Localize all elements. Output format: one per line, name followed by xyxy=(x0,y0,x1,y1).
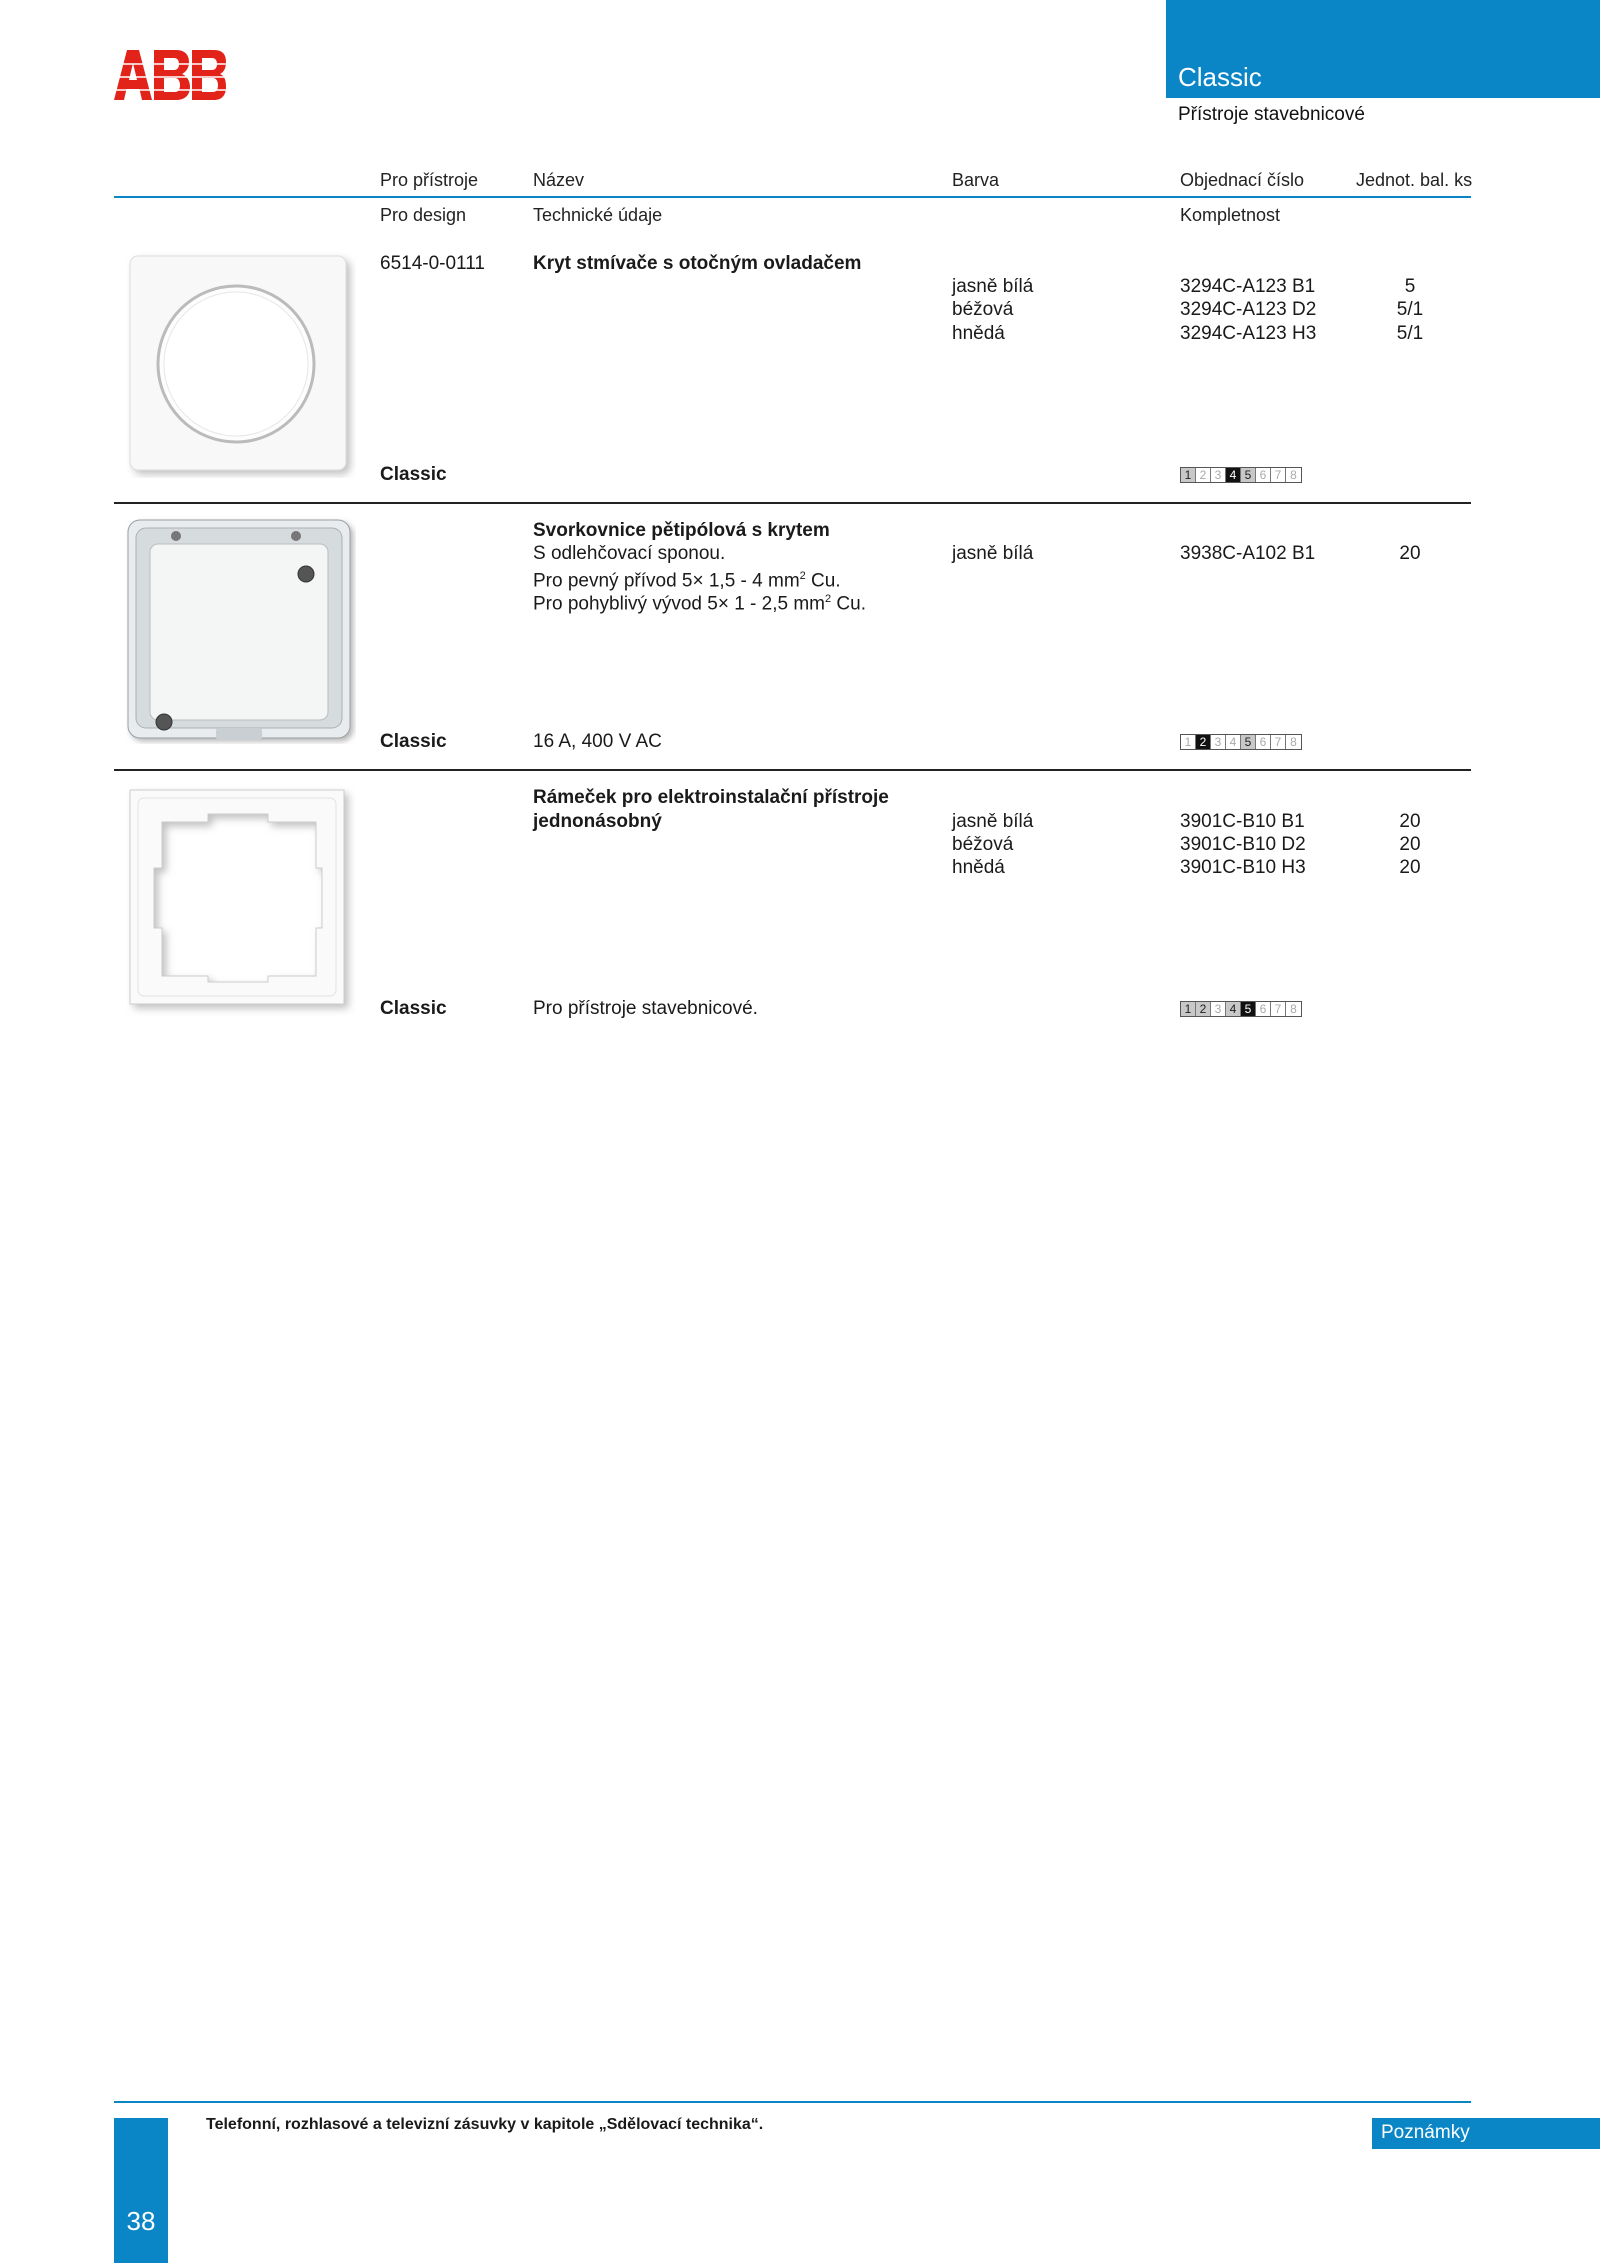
completeness-cell: 4 xyxy=(1226,468,1241,482)
completeness-cell: 5 xyxy=(1241,468,1256,482)
completeness-cell: 2 xyxy=(1196,1002,1211,1016)
abb-logo xyxy=(114,50,226,100)
variant-color: jasně bílá xyxy=(952,276,1034,297)
variant-color: hnědá xyxy=(952,857,1005,878)
completeness-cell: 1 xyxy=(1181,735,1196,749)
dimmer-cover-icon xyxy=(126,252,356,478)
section-tag-label: Poznámky xyxy=(1381,2122,1470,2143)
completeness-cell: 5 xyxy=(1241,1002,1256,1016)
col-color: Barva xyxy=(952,170,1000,190)
design-label: Classic xyxy=(380,998,447,1019)
product-name: Rámeček pro elektroinstalační přístroje xyxy=(533,787,889,808)
tech-data: 16 A, 400 V AC xyxy=(533,731,662,752)
product-description: Pro pohyblivý vývod 5× 1 - 2,5 $mm^2$ Cu. xyxy=(533,593,866,615)
variant-order-number: 3294C-A123 H3 xyxy=(1180,323,1317,344)
completeness-cell: 3 xyxy=(1211,735,1226,749)
col-tech-data: Technické údaje xyxy=(533,205,663,225)
col-device: Pro přístroje xyxy=(380,170,479,190)
header-subtitle: Přístroje stavebnicové xyxy=(1178,104,1365,125)
completeness-cell: 5 xyxy=(1241,735,1256,749)
completeness-cell: 7 xyxy=(1271,735,1286,749)
completeness-cell: 7 xyxy=(1271,468,1286,482)
single-frame-icon xyxy=(126,786,356,1016)
col-completeness: Kompletnost xyxy=(1180,205,1281,225)
footer-note: Telefonní, rozhlasové a televizní zásuvky v kapitole „Sdělovací technika“. xyxy=(206,2116,764,2133)
variant-order-number: 3901C-B10 D2 xyxy=(1180,834,1306,855)
terminal-block-icon xyxy=(126,514,356,744)
col-pack-size: Jednot. bal. ks xyxy=(1356,170,1473,190)
header-title: Classic xyxy=(1178,62,1262,92)
completeness-cell: 1 xyxy=(1181,1002,1196,1016)
design-label: Classic xyxy=(380,731,447,752)
tech-data: Pro přístroje stavebnicové. xyxy=(533,998,758,1019)
variant-pack: 5/1 xyxy=(1396,323,1424,344)
variant-color: béžová xyxy=(952,299,1014,320)
completeness-cell: 6 xyxy=(1256,468,1271,482)
page-number-bar xyxy=(114,2118,168,2263)
completeness-cell: 4 xyxy=(1226,735,1241,749)
variant-order-number: 3938C-A102 B1 xyxy=(1180,543,1316,564)
completeness-cell: 3 xyxy=(1211,468,1226,482)
footer-rule xyxy=(114,2101,1471,2103)
completeness-scale xyxy=(1180,1001,1302,1017)
variant-color: hnědá xyxy=(952,323,1005,344)
header-rule xyxy=(114,196,1471,198)
variant-pack: 5 xyxy=(1404,276,1416,297)
row-divider xyxy=(114,502,1471,504)
product-name: Kryt stmívače s otočným ovladačem xyxy=(533,253,862,274)
variant-color: jasně bílá xyxy=(952,811,1034,832)
completeness-cell: 1 xyxy=(1181,468,1196,482)
variant-pack: 20 xyxy=(1399,834,1421,855)
variant-pack: 20 xyxy=(1399,811,1421,832)
product-name: jednonásobný xyxy=(533,811,662,832)
completeness-cell: 2 xyxy=(1196,468,1211,482)
variant-pack: 20 xyxy=(1399,543,1421,564)
completeness-cell: 8 xyxy=(1286,735,1301,749)
completeness-cell: 2 xyxy=(1196,735,1211,749)
page-number: 38 xyxy=(126,2206,156,2236)
variant-order-number: 3294C-A123 B1 xyxy=(1180,276,1316,297)
variant-order-number: 3901C-B10 H3 xyxy=(1180,857,1306,878)
completeness-cell: 8 xyxy=(1286,468,1301,482)
product-description: Pro pevný přívod 5× 1,5 - 4 $mm^2$ Cu. xyxy=(533,570,841,592)
completeness-scale xyxy=(1180,734,1302,750)
completeness-cell: 6 xyxy=(1256,735,1271,749)
completeness-cell: 6 xyxy=(1256,1002,1271,1016)
device-code: 6514-0-0111 xyxy=(380,253,485,274)
col-design: Pro design xyxy=(380,205,467,225)
product-description: S odlehčovací sponou. xyxy=(533,543,726,564)
variant-color: jasně bílá xyxy=(952,543,1034,564)
design-label: Classic xyxy=(380,464,447,485)
product-name: Svorkovnice pětipólová s krytem xyxy=(533,520,830,541)
variant-order-number: 3901C-B10 B1 xyxy=(1180,811,1305,832)
variant-pack: 20 xyxy=(1399,857,1421,878)
completeness-cell: 8 xyxy=(1286,1002,1301,1016)
row-divider xyxy=(114,769,1471,771)
completeness-scale xyxy=(1180,467,1302,483)
completeness-cell: 7 xyxy=(1271,1002,1286,1016)
col-order-number: Objednací číslo xyxy=(1180,170,1305,190)
col-name: Název xyxy=(533,170,585,190)
variant-order-number: 3294C-A123 D2 xyxy=(1180,299,1317,320)
variant-color: béžová xyxy=(952,834,1014,855)
completeness-cell: 4 xyxy=(1226,1002,1241,1016)
completeness-cell: 3 xyxy=(1211,1002,1226,1016)
variant-pack: 5/1 xyxy=(1396,299,1424,320)
